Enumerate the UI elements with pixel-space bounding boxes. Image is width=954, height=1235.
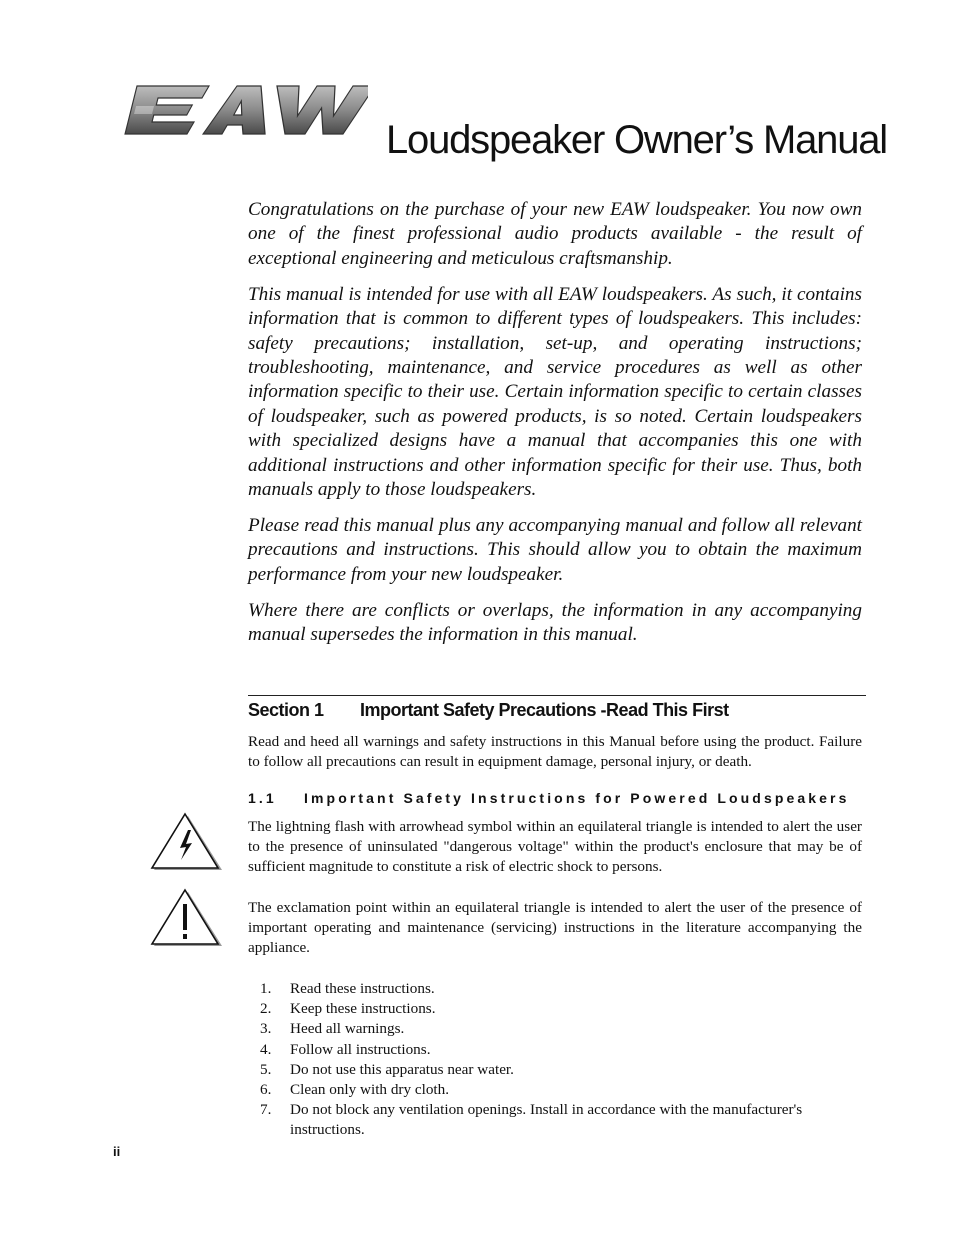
intro-paragraph: Where there are conflicts or overlaps, the information in any accompanying manual supersedes the information in this manual. (248, 599, 862, 645)
section-number: Section 1 (248, 700, 324, 720)
list-item: 2. Keep these instructions. (260, 1000, 436, 1018)
intro-paragraph: This manual is intended for use with all EAW loudspeakers. As such, it contains information that is common to different types of loudspeakers. This includes: safety precautions; installation, set-up, and operating instructions; troubleshooting, maintenance, and service procedures as well as other information specific to their use. Certain information specific to certain classes of loudspeaker, such as powered products, is so noted. Certain loudspeakers with specialized designs have a manual that accompanies this one with additional instructions and other information specific for their use. Thus, both manuals apply to those loudspeakers. (248, 283, 862, 500)
page-title: Loudspeaker Owner’s Manual (386, 118, 887, 162)
subsection-title: Important Safety Instructions for Powered Loudspeakers (304, 790, 850, 806)
section-divider (248, 695, 866, 696)
section-intro: Read and heed all warnings and safety instructions in this Manual before using the product. Failure to follow all precautions can result in equipment damage, personal injury, or death. (248, 733, 862, 771)
eaw-logo (118, 82, 368, 138)
list-item: 1. Read these instructions. (260, 980, 435, 997)
section-heading (248, 700, 729, 721)
lightning-triangle-icon (150, 812, 224, 874)
exclamation-triangle-icon (150, 888, 224, 950)
intro-block (248, 198, 862, 659)
list-item: 6. Clean only with dry cloth. (260, 1081, 450, 1099)
subsection-number: 1.1 (248, 790, 277, 806)
list-item: 7. Do not block any ventilation openings. Install in accordance with the manufacturer's instructions. (260, 1101, 803, 1139)
intro-paragraph: Congratulations on the purchase of your new EAW loudspeaker. You now own one of the finest professional audio products available - the result of exceptional engineering and meticulous craftsmanship. (248, 199, 862, 269)
instructions-list (260, 979, 860, 1141)
exclamation-symbol-description: The exclamation point within an equilateral triangle is intended to alert the user of the presence of important operating and maintenance (servicing) instructions in the literature accompanying the appliance. (248, 899, 862, 957)
list-item: 4. Follow all instructions. (260, 1040, 431, 1058)
section-title: Important Safety Precautions -Read This First (360, 700, 729, 720)
subsection-heading (248, 790, 849, 806)
page-number: ii (113, 1144, 121, 1159)
intro-paragraph: Please read this manual plus any accompanying manual and follow all relevant precautions and instructions. This should allow you to obtain the maximum performance from your new loudspeaker. (248, 514, 862, 585)
lightning-symbol-description: The lightning flash with arrowhead symbol within an equilateral triangle is intended to alert the user to the presence of uninsulated "dangerous voltage" within the product's enclosure that may be of sufficient magnitude to constitute a risk of electric shock to persons. (248, 818, 862, 876)
list-item: 5. Do not use this apparatus near water. (260, 1060, 514, 1078)
list-item: 3. Heed all warnings. (260, 1020, 405, 1038)
